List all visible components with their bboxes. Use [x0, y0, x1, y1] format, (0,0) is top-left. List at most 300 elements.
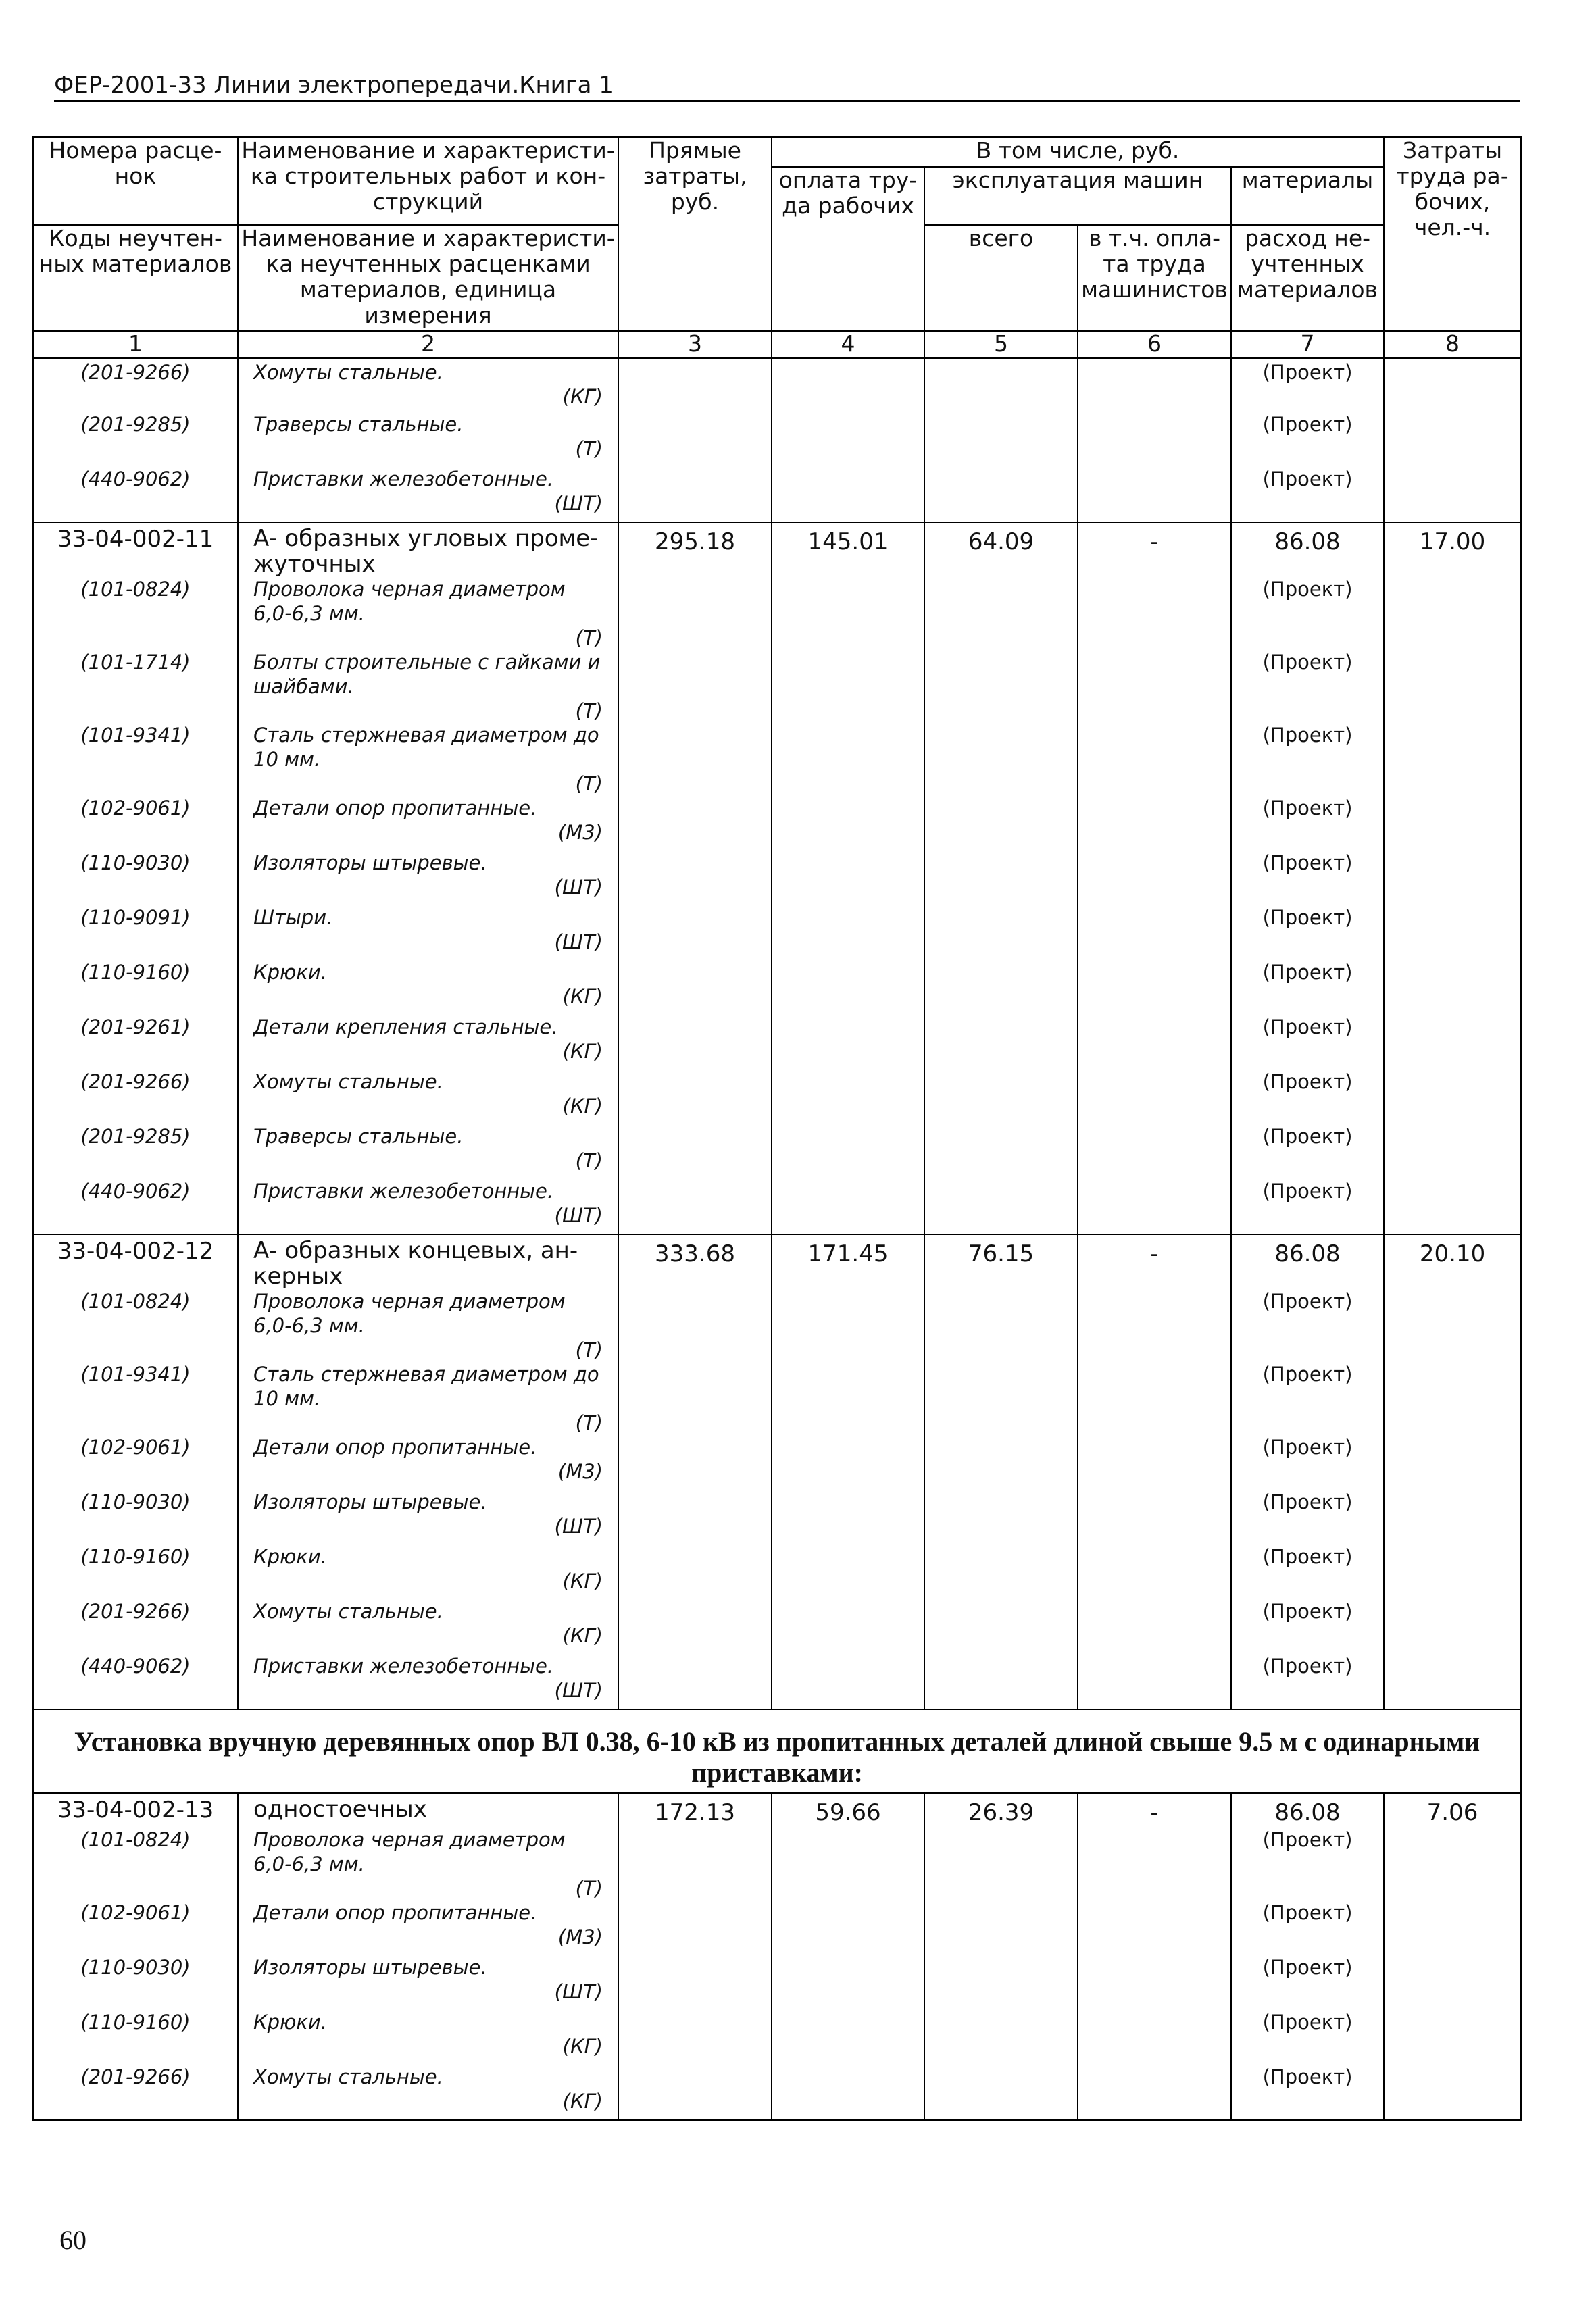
- empty-cell: [618, 1015, 772, 1070]
- material-unit: (КГ): [562, 1095, 603, 1117]
- material-quantity: (Проект): [1231, 1362, 1384, 1435]
- empty-cell: [924, 467, 1078, 522]
- material-unit: (ШТ): [554, 876, 603, 899]
- empty-cell: [772, 796, 924, 851]
- empty-cell: [1078, 1828, 1231, 1901]
- material-name: Изоляторы штыревые.: [253, 851, 487, 874]
- material-quantity: (Проект): [1231, 1490, 1384, 1544]
- machines-total: 64.09: [924, 522, 1078, 577]
- running-head: ФЕР-2001-33 Линии электропередачи.Книга 1: [54, 72, 1520, 102]
- material-name: Детали опор пропитанные.: [253, 797, 537, 820]
- header-rate-numbers: Номера расце-нок: [33, 137, 238, 225]
- material-name-cell: [238, 2010, 618, 2065]
- material-row: [33, 905, 1521, 960]
- material-quantity: (Проект): [1231, 1654, 1384, 1709]
- empty-cell: [772, 1955, 924, 2010]
- header-machines: эксплуатация машин: [924, 167, 1231, 225]
- empty-cell: [1078, 1015, 1231, 1070]
- material-unit: (ШТ): [554, 492, 603, 515]
- material-unit: (Т): [575, 626, 603, 649]
- empty-cell: [1384, 1362, 1521, 1435]
- material-code: (110-9091): [33, 905, 238, 960]
- empty-cell: [1384, 796, 1521, 851]
- empty-cell: [618, 467, 772, 522]
- empty-cell: [618, 1289, 772, 1362]
- machinists-pay: -: [1078, 1234, 1231, 1289]
- material-code: (201-9285): [33, 1124, 238, 1179]
- empty-cell: [618, 1654, 772, 1709]
- empty-cell: [924, 905, 1078, 960]
- empty-cell: [1078, 1544, 1231, 1599]
- rate-row: [33, 1234, 1521, 1289]
- empty-cell: [1384, 1544, 1521, 1599]
- empty-cell: [1078, 960, 1231, 1015]
- material-code: (110-9160): [33, 960, 238, 1015]
- empty-cell: [1384, 467, 1521, 522]
- material-quantity: (Проект): [1231, 577, 1384, 650]
- column-number: 2: [238, 331, 618, 358]
- material-row: [33, 796, 1521, 851]
- rate-row: [33, 522, 1521, 577]
- material-quantity: (Проект): [1231, 1015, 1384, 1070]
- machines-total: 76.15: [924, 1234, 1078, 1289]
- column-number: 8: [1384, 331, 1521, 358]
- material-row: [33, 2065, 1521, 2120]
- material-code: (101-9341): [33, 1362, 238, 1435]
- material-unit: (КГ): [562, 2035, 603, 2058]
- empty-cell: [924, 1124, 1078, 1179]
- empty-cell: [772, 1070, 924, 1124]
- material-name-cell: [238, 650, 618, 723]
- material-quantity: (Проект): [1231, 650, 1384, 723]
- material-name: Приставки железобетонные.: [253, 1180, 554, 1203]
- empty-cell: [924, 796, 1078, 851]
- table-header: [33, 137, 1521, 358]
- material-unit: (М3): [557, 821, 603, 844]
- material-name-cell: [238, 796, 618, 851]
- material-code: (101-0824): [33, 1828, 238, 1901]
- empty-cell: [924, 1070, 1078, 1124]
- material-name-cell: [238, 723, 618, 796]
- material-name-cell: [238, 1955, 618, 2010]
- empty-cell: [1078, 905, 1231, 960]
- empty-cell: [772, 1179, 924, 1234]
- empty-cell: [772, 2010, 924, 2065]
- material-unit: (КГ): [562, 2090, 603, 2113]
- empty-cell: [618, 1124, 772, 1179]
- material-code: (201-9285): [33, 412, 238, 467]
- material-name: Болты строительные с гайками и шайбами.: [253, 651, 601, 698]
- material-row: [33, 650, 1521, 723]
- empty-cell: [1384, 960, 1521, 1015]
- material-code: (201-9266): [33, 1599, 238, 1654]
- material-row: [33, 412, 1521, 467]
- empty-cell: [1078, 1289, 1231, 1362]
- material-name: Изоляторы штыревые.: [253, 1956, 487, 1979]
- empty-cell: [772, 851, 924, 905]
- empty-cell: [772, 1362, 924, 1435]
- rate-row: [33, 1793, 1521, 1828]
- machinists-pay: -: [1078, 1793, 1231, 1828]
- material-row: [33, 1901, 1521, 1955]
- empty-cell: [618, 1955, 772, 2010]
- material-code: (102-9061): [33, 1901, 238, 1955]
- material-unit: (КГ): [562, 1040, 603, 1063]
- material-unit: (Т): [575, 1149, 603, 1172]
- empty-cell: [618, 1179, 772, 1234]
- empty-cell: [1078, 723, 1231, 796]
- material-code: (101-0824): [33, 577, 238, 650]
- empty-cell: [924, 1179, 1078, 1234]
- empty-cell: [924, 1289, 1078, 1362]
- material-row: [33, 1179, 1521, 1234]
- material-row: [33, 1015, 1521, 1070]
- empty-cell: [772, 723, 924, 796]
- material-code: (110-9160): [33, 1544, 238, 1599]
- empty-cell: [1078, 412, 1231, 467]
- material-unit: (ШТ): [554, 930, 603, 953]
- empty-cell: [1384, 2010, 1521, 2065]
- rates-table: [32, 136, 1522, 2121]
- material-quantity: (Проект): [1231, 723, 1384, 796]
- material-unit: (Т): [575, 699, 603, 722]
- material-name: Детали опор пропитанные.: [253, 1901, 537, 1924]
- material-row: [33, 1289, 1521, 1362]
- empty-cell: [772, 1544, 924, 1599]
- empty-cell: [924, 2065, 1078, 2120]
- empty-cell: [924, 1362, 1078, 1435]
- empty-cell: [1078, 1901, 1231, 1955]
- material-row: [33, 1490, 1521, 1544]
- material-quantity: (Проект): [1231, 412, 1384, 467]
- empty-cell: [618, 1544, 772, 1599]
- material-unit: (КГ): [562, 1624, 603, 1647]
- materials-cost: 86.08: [1231, 1793, 1384, 1828]
- material-unit: (Т): [575, 1411, 603, 1434]
- material-code: (101-1714): [33, 650, 238, 723]
- column-number: 4: [772, 331, 924, 358]
- column-number: 7: [1231, 331, 1384, 358]
- material-name-cell: [238, 1599, 618, 1654]
- empty-cell: [618, 1070, 772, 1124]
- empty-cell: [618, 796, 772, 851]
- empty-cell: [1078, 577, 1231, 650]
- direct-costs: 295.18: [618, 522, 772, 577]
- empty-cell: [1384, 1289, 1521, 1362]
- material-quantity: (Проект): [1231, 467, 1384, 522]
- material-quantity: (Проект): [1231, 1289, 1384, 1362]
- labor-hours: 17.00: [1384, 522, 1521, 577]
- header-machinists-pay: в т.ч. опла-та труда машинистов: [1078, 225, 1231, 331]
- empty-cell: [924, 1490, 1078, 1544]
- empty-cell: [1078, 1362, 1231, 1435]
- empty-cell: [772, 1289, 924, 1362]
- empty-cell: [924, 1828, 1078, 1901]
- material-quantity: (Проект): [1231, 1955, 1384, 2010]
- empty-cell: [1384, 1124, 1521, 1179]
- empty-cell: [772, 1599, 924, 1654]
- empty-cell: [1078, 1955, 1231, 2010]
- material-name-cell: [238, 1901, 618, 1955]
- material-row: [33, 1955, 1521, 2010]
- material-quantity: (Проект): [1231, 851, 1384, 905]
- material-code: (101-0824): [33, 1289, 238, 1362]
- empty-cell: [1078, 2065, 1231, 2120]
- material-quantity: (Проект): [1231, 796, 1384, 851]
- section-heading: Установка вручную деревянных опор ВЛ 0.38, 6-10 кВ из пропитанных деталей длиной свыше 9.5 м с одинарными приставками:: [33, 1709, 1521, 1793]
- empty-cell: [772, 1124, 924, 1179]
- empty-cell: [618, 577, 772, 650]
- empty-cell: [1384, 1828, 1521, 1901]
- material-quantity: (Проект): [1231, 358, 1384, 412]
- empty-cell: [924, 851, 1078, 905]
- material-name: Крюки.: [253, 1545, 327, 1568]
- header-labor-pay: оплата тру-да рабочих: [772, 167, 924, 331]
- page-number: 60: [59, 2225, 86, 2255]
- empty-cell: [924, 1544, 1078, 1599]
- material-row: [33, 1070, 1521, 1124]
- rate-code: 33-04-002-11: [33, 522, 238, 577]
- material-code: (102-9061): [33, 796, 238, 851]
- material-row: [33, 577, 1521, 650]
- empty-cell: [1078, 358, 1231, 412]
- material-name-cell: [238, 1362, 618, 1435]
- material-quantity: (Проект): [1231, 1544, 1384, 1599]
- section-heading-row: [33, 1709, 1521, 1793]
- material-row: [33, 358, 1521, 412]
- material-unit: (М3): [557, 1460, 603, 1483]
- empty-cell: [772, 358, 924, 412]
- column-number: 6: [1078, 331, 1231, 358]
- material-unit: (КГ): [562, 985, 603, 1008]
- material-name-cell: [238, 1435, 618, 1490]
- material-code: (110-9030): [33, 1955, 238, 2010]
- material-unit: (Т): [575, 1877, 603, 1900]
- material-quantity: (Проект): [1231, 1599, 1384, 1654]
- empty-cell: [924, 2010, 1078, 2065]
- header-work-name: Наименование и характеристи-ка строительных работ и кон-струкций: [238, 137, 618, 225]
- empty-cell: [618, 1490, 772, 1544]
- material-name-cell: [238, 467, 618, 522]
- material-row: [33, 851, 1521, 905]
- material-row: [33, 960, 1521, 1015]
- empty-cell: [772, 1490, 924, 1544]
- material-quantity: (Проект): [1231, 1901, 1384, 1955]
- material-unit: (ШТ): [554, 1980, 603, 2003]
- empty-cell: [1078, 1124, 1231, 1179]
- material-name: Проволока черная диаметром 6,0-6,3 мм.: [253, 1828, 566, 1876]
- rate-code: 33-04-002-13: [33, 1793, 238, 1828]
- material-code: (110-9030): [33, 851, 238, 905]
- empty-cell: [1384, 577, 1521, 650]
- material-unit: (Т): [575, 1338, 603, 1361]
- empty-cell: [924, 1015, 1078, 1070]
- material-unit: (ШТ): [554, 1515, 603, 1538]
- empty-cell: [1078, 1179, 1231, 1234]
- material-unit: (ШТ): [554, 1679, 603, 1702]
- empty-cell: [1384, 1901, 1521, 1955]
- material-unit: (Т): [575, 772, 603, 795]
- material-code: (102-9061): [33, 1435, 238, 1490]
- empty-cell: [924, 723, 1078, 796]
- material-row: [33, 1435, 1521, 1490]
- section-body: [33, 1709, 1521, 2120]
- empty-cell: [1384, 650, 1521, 723]
- material-row: [33, 1654, 1521, 1709]
- material-quantity: (Проект): [1231, 1435, 1384, 1490]
- material-quantity: (Проект): [1231, 905, 1384, 960]
- material-row: [33, 723, 1521, 796]
- material-name: Проволока черная диаметром 6,0-6,3 мм.: [253, 578, 566, 625]
- empty-cell: [924, 412, 1078, 467]
- material-name: Приставки железобетонные.: [253, 1655, 554, 1678]
- material-name: Траверсы стальные.: [253, 413, 464, 436]
- material-name-cell: [238, 960, 618, 1015]
- material-quantity: (Проект): [1231, 1179, 1384, 1234]
- material-name-cell: [238, 851, 618, 905]
- material-row: [33, 2010, 1521, 2065]
- rate-name: одностоечных: [238, 1793, 618, 1828]
- material-name-cell: [238, 1124, 618, 1179]
- material-code: (201-9266): [33, 358, 238, 412]
- empty-cell: [924, 650, 1078, 723]
- rate-name: А- образных угловых проме-жуточных: [238, 522, 618, 577]
- material-row: [33, 1544, 1521, 1599]
- empty-cell: [1078, 650, 1231, 723]
- material-quantity: (Проект): [1231, 1828, 1384, 1901]
- material-name-cell: [238, 358, 618, 412]
- empty-cell: [772, 2065, 924, 2120]
- empty-cell: [1384, 1015, 1521, 1070]
- material-name: Хомуты стальные.: [253, 361, 443, 384]
- empty-cell: [618, 851, 772, 905]
- material-code: (440-9062): [33, 1179, 238, 1234]
- empty-cell: [772, 1828, 924, 1901]
- empty-cell: [1078, 1070, 1231, 1124]
- empty-cell: [924, 1435, 1078, 1490]
- header-in-total: В том числе, руб.: [772, 137, 1384, 167]
- material-name: Хомуты стальные.: [253, 1070, 443, 1093]
- labor-pay: 59.66: [772, 1793, 924, 1828]
- material-name: Детали крепления стальные.: [253, 1015, 558, 1038]
- empty-cell: [618, 1828, 772, 1901]
- machines-total: 26.39: [924, 1793, 1078, 1828]
- empty-cell: [772, 905, 924, 960]
- header-material-names: Наименование и характеристи-ка неучтенных расценками материалов, единица измерения: [238, 225, 618, 331]
- material-quantity: (Проект): [1231, 960, 1384, 1015]
- material-row: [33, 1599, 1521, 1654]
- empty-cell: [1384, 1490, 1521, 1544]
- empty-cell: [1078, 851, 1231, 905]
- empty-cell: [772, 577, 924, 650]
- material-name-cell: [238, 412, 618, 467]
- header-material-codes: Коды неучтен-ных материалов: [33, 225, 238, 331]
- material-row: [33, 1362, 1521, 1435]
- empty-cell: [618, 1599, 772, 1654]
- header-column-numbers: [33, 331, 1521, 358]
- material-name: Изоляторы штыревые.: [253, 1490, 487, 1513]
- empty-cell: [1078, 2010, 1231, 2065]
- empty-cell: [618, 412, 772, 467]
- empty-cell: [618, 2065, 772, 2120]
- empty-cell: [1078, 467, 1231, 522]
- material-name: Хомуты стальные.: [253, 2065, 443, 2088]
- empty-cell: [1384, 851, 1521, 905]
- material-row: [33, 467, 1521, 522]
- empty-cell: [772, 650, 924, 723]
- material-name: Приставки железобетонные.: [253, 468, 554, 491]
- empty-cell: [924, 1901, 1078, 1955]
- material-name: Сталь стержневая диаметром до 10 мм.: [253, 1363, 599, 1410]
- materials-cost: 86.08: [1231, 522, 1384, 577]
- empty-cell: [924, 577, 1078, 650]
- material-name: Крюки.: [253, 961, 327, 984]
- empty-cell: [924, 960, 1078, 1015]
- empty-cell: [1078, 1654, 1231, 1709]
- rate-name: А- образных концевых, ан-керных: [238, 1234, 618, 1289]
- empty-cell: [618, 905, 772, 960]
- empty-cell: [618, 650, 772, 723]
- empty-cell: [1384, 1654, 1521, 1709]
- material-name: Детали опор пропитанные.: [253, 1436, 537, 1459]
- empty-cell: [772, 960, 924, 1015]
- empty-cell: [1384, 723, 1521, 796]
- rate-code: 33-04-002-12: [33, 1234, 238, 1289]
- empty-cell: [1078, 1435, 1231, 1490]
- material-row: [33, 1124, 1521, 1179]
- material-code: (201-9266): [33, 1070, 238, 1124]
- material-code: (440-9062): [33, 1654, 238, 1709]
- table-body: [33, 358, 1521, 1709]
- header-materials: материалы: [1231, 167, 1384, 225]
- empty-cell: [772, 1015, 924, 1070]
- empty-cell: [1384, 905, 1521, 960]
- material-name-cell: [238, 1015, 618, 1070]
- header-labor-hours: Затраты труда ра-бочих, чел.-ч.: [1384, 137, 1521, 331]
- empty-cell: [1384, 1435, 1521, 1490]
- empty-cell: [1384, 358, 1521, 412]
- labor-hours: 20.10: [1384, 1234, 1521, 1289]
- material-unit: (КГ): [562, 385, 603, 408]
- empty-cell: [772, 1901, 924, 1955]
- material-quantity: (Проект): [1231, 2065, 1384, 2120]
- material-name: Проволока черная диаметром 6,0-6,3 мм.: [253, 1290, 566, 1337]
- material-name-cell: [238, 2065, 618, 2120]
- material-unit: (Т): [575, 437, 603, 460]
- header-material-consumption: расход не-учтенных материалов: [1231, 225, 1384, 331]
- empty-cell: [618, 1435, 772, 1490]
- material-name: Хомуты стальные.: [253, 1600, 443, 1623]
- empty-cell: [772, 412, 924, 467]
- empty-cell: [924, 1654, 1078, 1709]
- header-machines-total: всего: [924, 225, 1078, 331]
- empty-cell: [1384, 1599, 1521, 1654]
- labor-hours: 7.06: [1384, 1793, 1521, 1828]
- material-name-cell: [238, 1544, 618, 1599]
- material-name-cell: [238, 1289, 618, 1362]
- empty-cell: [924, 358, 1078, 412]
- material-quantity: (Проект): [1231, 2010, 1384, 2065]
- labor-pay: 145.01: [772, 522, 924, 577]
- material-code: (201-9261): [33, 1015, 238, 1070]
- empty-cell: [1384, 412, 1521, 467]
- empty-cell: [772, 467, 924, 522]
- empty-cell: [1384, 2065, 1521, 2120]
- empty-cell: [924, 1955, 1078, 2010]
- empty-cell: [772, 1435, 924, 1490]
- empty-cell: [1384, 1179, 1521, 1234]
- empty-cell: [618, 358, 772, 412]
